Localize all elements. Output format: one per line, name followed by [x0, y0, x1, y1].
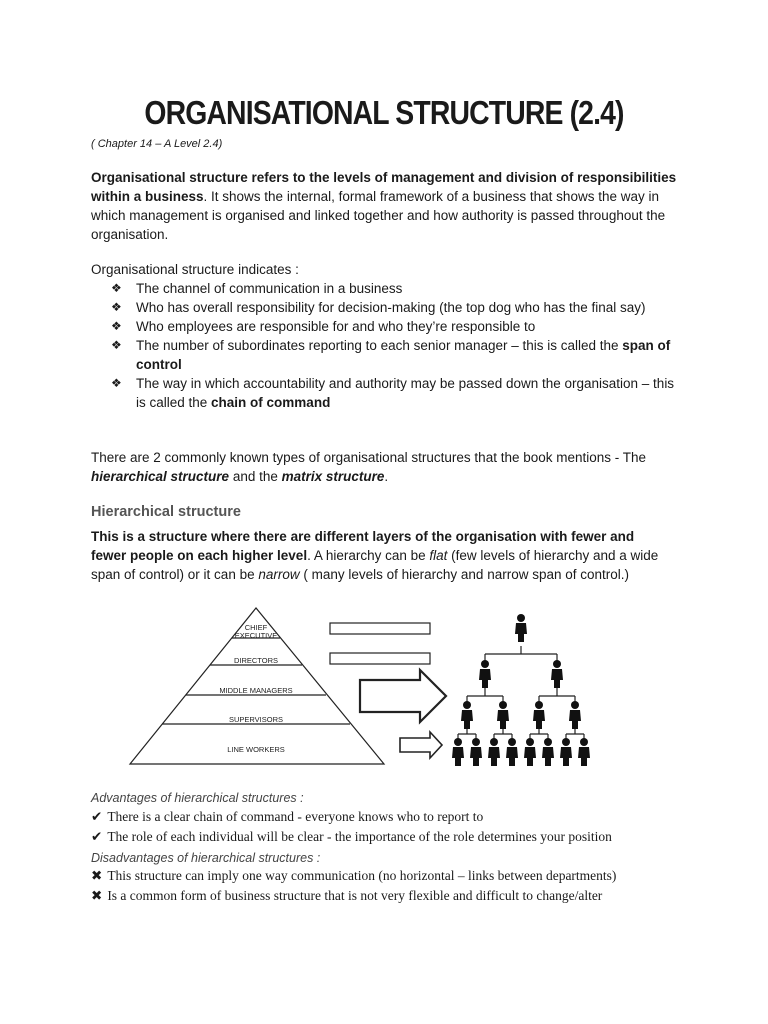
list-item: ❖ The way in which accountability and authority may be passed down the organisation – this is called the chain of command — [111, 376, 675, 410]
diamond-bullet-icon: ❖ — [111, 300, 122, 314]
label-box — [330, 653, 430, 664]
person-icon — [551, 660, 563, 688]
advantages-list — [91, 807, 711, 846]
intro-definition: Organisational structure refers to the levels of management and division of responsibilities within a business — [91, 170, 677, 204]
disadvantages-list — [91, 866, 711, 905]
person-icon — [479, 660, 491, 688]
pyramid-label: MIDDLE MANAGERS — [219, 686, 293, 695]
pyramid-label: SUPERVISORS — [228, 715, 284, 724]
list-item: ✖ This structure can imply one way communication (no horizontal – links between departments) — [91, 868, 617, 883]
indicates-label: Organisational structure indicates : — [91, 262, 299, 277]
cross-icon: ✖ — [91, 868, 103, 883]
diamond-bullet-icon: ❖ — [111, 281, 122, 295]
person-icon — [488, 738, 500, 766]
list-item: ✔ The role of each individual will be clear - the importance of the role determines your position — [91, 828, 612, 844]
advantages-heading: Advantages of hierarchical structures : — [91, 791, 304, 805]
list-item: ❖ The channel of communication in a business — [111, 281, 403, 296]
list-item: ❖ Who has overall responsibility for decision-making (the top dog who has the final say) — [111, 300, 646, 315]
person-icon — [515, 614, 527, 642]
list-item: ❖ The number of subordinates reporting to each senior manager – this is called the span of control — [111, 338, 671, 372]
check-icon: ✔ — [91, 828, 103, 844]
list-item: ❖ Who employees are responsible for and who they’re responsible to — [111, 319, 536, 334]
person-icon — [506, 738, 518, 766]
org-chart-lines — [458, 646, 584, 740]
diamond-bullet-icon: ❖ — [111, 338, 122, 352]
person-icon — [461, 701, 473, 729]
page-title: ORGANISATIONAL STRUCTURE (2.4) — [144, 94, 624, 131]
list-item: ✔ There is a clear chain of command - everyone knows who to report to — [91, 809, 484, 824]
diamond-bullet-icon: ❖ — [111, 319, 122, 333]
person-icon — [524, 738, 536, 766]
big-arrow-icon — [360, 670, 446, 722]
pyramid-label: DIRECTORS — [233, 656, 279, 665]
pyramid-label: LINE WORKERS — [227, 745, 285, 754]
span-of-control-term: span of control — [136, 338, 671, 372]
intro-paragraph — [91, 168, 681, 244]
chapter-subtitle: ( Chapter 14 – A Level 2.4) — [91, 138, 223, 150]
person-icon — [560, 738, 572, 766]
person-icon — [452, 738, 464, 766]
disadvantages-heading: Disadvantages of hierarchical structures : — [91, 851, 321, 865]
cross-icon: ✖ — [91, 887, 103, 903]
chain-of-command-term: chain of command — [211, 395, 331, 410]
types-paragraph: There are 2 commonly known types of organisational structures that the book mentions - The hierarchical structure and the matrix structure. — [91, 450, 647, 484]
person-icon — [569, 701, 581, 729]
pyramid-label: CHIEF — [244, 623, 268, 632]
hierarchy-definition: This is a structure where there are different layers of the organisation with fewer and fewer people on each higher level. A hierarchy can be flat (few levels of hierarchy and a wide span of control) or it can be narrow ( many levels of hierarchy and narrow span of control.) — [91, 529, 659, 582]
person-icon — [542, 738, 554, 766]
pyramid-label: EXECUTIVE — [234, 631, 278, 640]
list-item: ✖ Is a common form of business structure that is not very flexible and difficult to change/alter — [91, 887, 603, 903]
label-box — [330, 623, 430, 634]
intro-rest: . It shows the internal, formal framework of a business that shows the way in which management is organised and linked together and how authority is passed throughout the organisation. — [91, 189, 666, 242]
person-icon — [470, 738, 482, 766]
indicates-list — [111, 279, 681, 412]
check-icon: ✔ — [91, 809, 103, 824]
person-icon — [497, 701, 509, 729]
matrix-term: matrix structure — [281, 469, 385, 484]
person-icon — [533, 701, 545, 729]
small-arrow-icon — [400, 732, 442, 758]
hierarchy-diagram — [128, 604, 608, 772]
diamond-bullet-icon: ❖ — [111, 376, 122, 390]
hierarchical-term: hierarchical structure — [91, 469, 230, 484]
section-heading: Hierarchical structure — [91, 504, 241, 520]
person-icon — [578, 738, 590, 766]
